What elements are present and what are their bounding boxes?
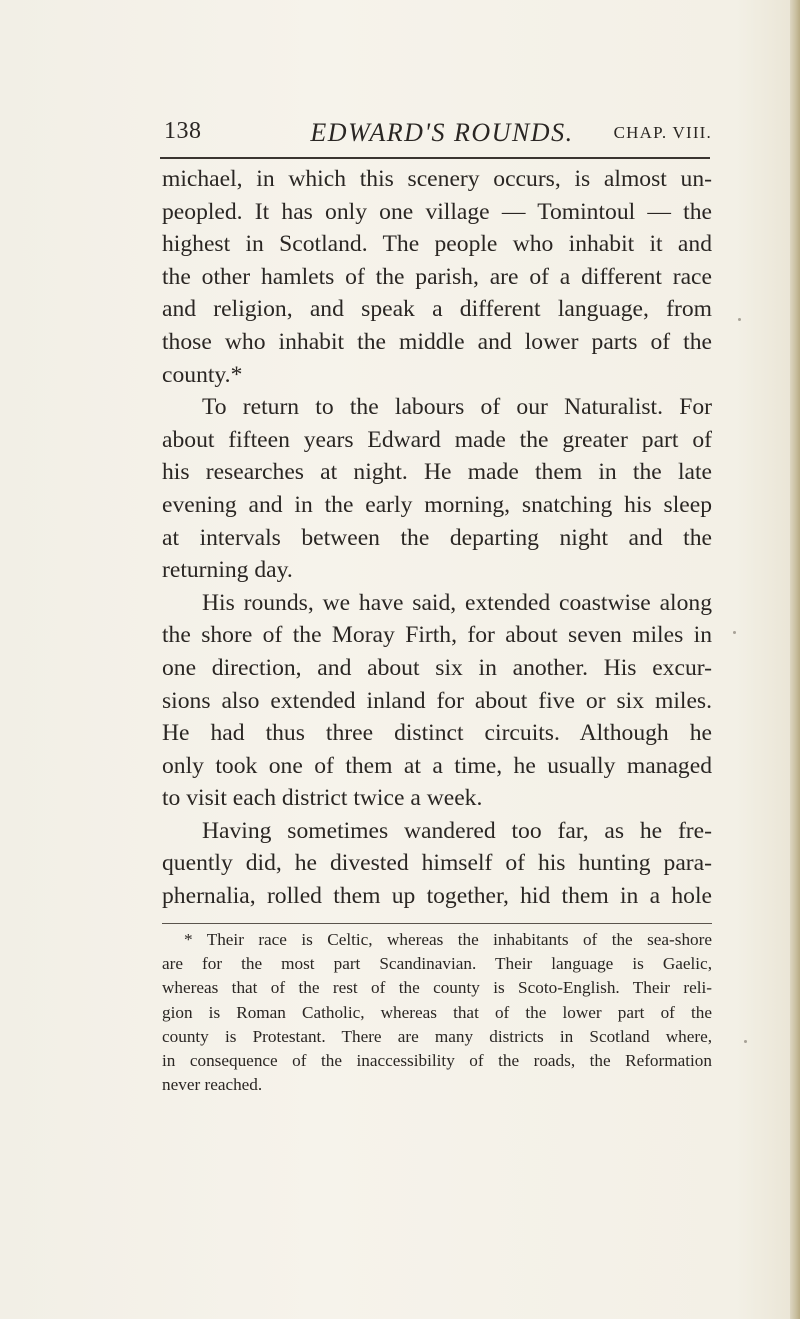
text-line: the shore of the Moray Firth, for about seven miles in: [162, 622, 712, 649]
text-line: quently did, he divested himself of his hunting para-: [162, 850, 712, 877]
text-line: and religion, and speak a different language, from: [162, 296, 712, 323]
footnote-line: are for the most part Scandinavian. Their language is Gaelic,: [162, 954, 712, 974]
text-line: about fifteen years Edward made the greater part of: [162, 426, 712, 453]
text-line: those who inhabit the middle and lower parts of the: [162, 328, 712, 355]
page-edge: [790, 0, 800, 1319]
running-title: EDWARD'S ROUNDS.: [310, 118, 574, 147]
text-line: his researches at night. He made them in the late: [162, 459, 712, 486]
text-line: He had thus three distinct circuits. Although he: [162, 720, 712, 747]
text-line: only took one of them at a time, he usually managed: [162, 752, 712, 779]
text-line: peopled. It has only one village — Tomintoul — the: [162, 198, 712, 225]
text-line: To return to the labours of our Naturalist. For: [202, 394, 712, 421]
text-line: Having sometimes wandered too far, as he fre-: [202, 817, 712, 844]
footnote-line: never reached.: [162, 1075, 263, 1095]
text-line: to visit each district twice a week.: [162, 785, 483, 812]
text-line: phernalia, rolled them up together, hid them in a hole: [162, 883, 712, 910]
footnote-line: county is Protestant. There are many districts in Scotland where,: [162, 1026, 712, 1046]
footnote-rule: [162, 923, 712, 924]
text-line: at intervals between the departing night and the: [162, 524, 712, 551]
paper-speck: [744, 1040, 747, 1043]
text-line: the other hamlets of the parish, are of a different race: [162, 263, 712, 290]
footnote-line: gion is Roman Catholic, whereas that of the lower part of the: [162, 1002, 712, 1022]
footnote: [162, 928, 712, 1097]
chapter-reference: CHAP. VIII.: [613, 123, 712, 142]
text-line: michael, in which this scenery occurs, is almost un-: [162, 166, 712, 192]
footnote-line: * Their race is Celtic, whereas the inhabitants of the sea-shore: [184, 930, 712, 949]
paper-speck: [738, 318, 741, 321]
text-line: highest in Scotland. The people who inhabit it and: [162, 231, 712, 258]
text-line: returning day.: [162, 557, 293, 584]
main-text: [162, 163, 712, 913]
text-line: county.*: [162, 361, 243, 388]
text-line: His rounds, we have said, extended coastwise along: [202, 589, 712, 616]
paper-speck: [733, 631, 736, 634]
footnote-line: whereas that of the rest of the county is Scoto-English. Their reli-: [162, 978, 712, 998]
text-line: sions also extended inland for about five or six miles.: [162, 687, 712, 714]
page-number: 138: [164, 118, 202, 144]
header-rule: [160, 157, 710, 159]
text-line: one direction, and about six in another. His excur-: [162, 654, 712, 681]
footnote-line: in consequence of the inaccessibility of the roads, the Reformation: [162, 1050, 712, 1070]
text-line: evening and in the early morning, snatching his sleep: [162, 491, 712, 518]
running-header: [164, 118, 712, 148]
